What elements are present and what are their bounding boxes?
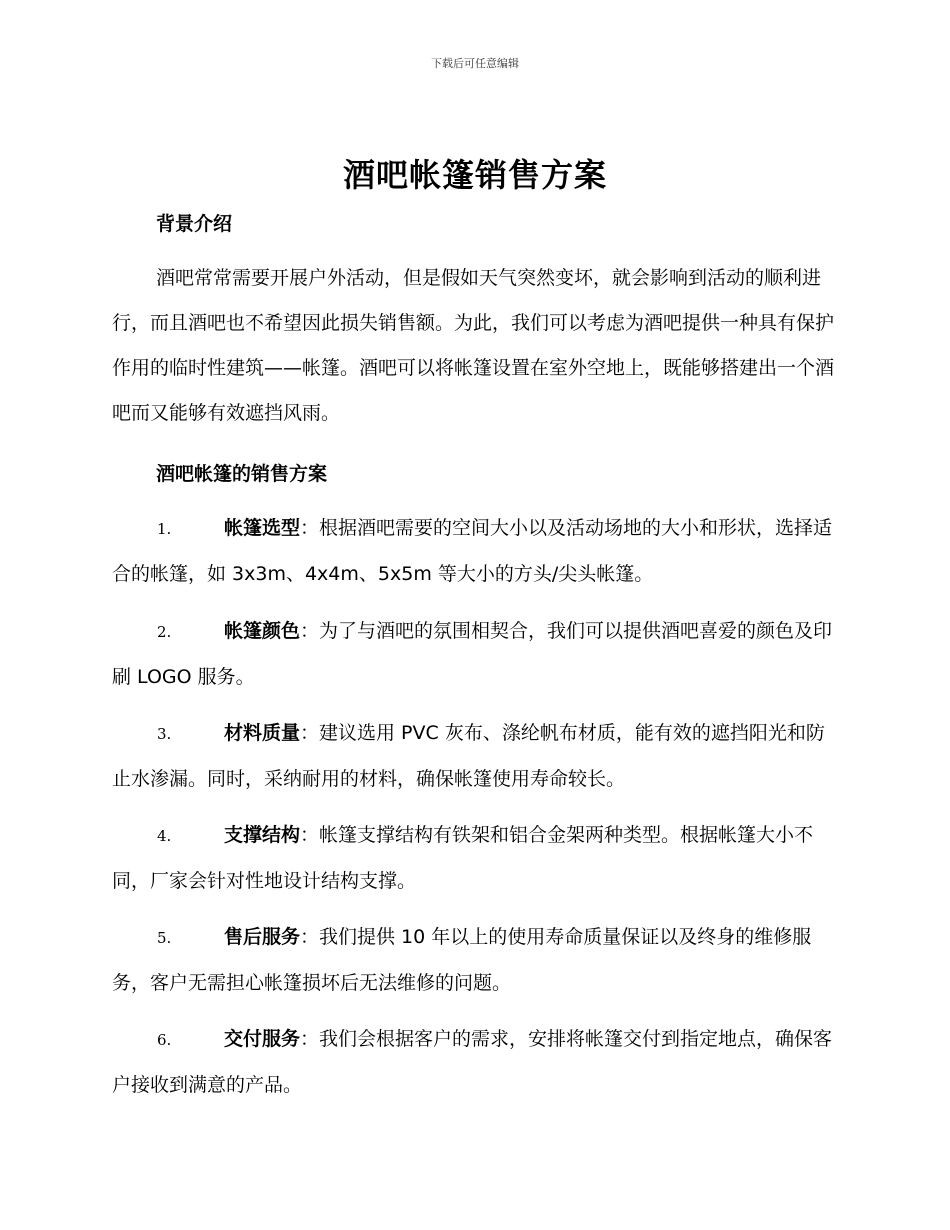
list-item-term: 交付服务 (224, 1028, 301, 1050)
list-item-number: 5. (157, 929, 172, 947)
list-item-number: 6. (157, 1031, 172, 1049)
list-item-delivery-service (112, 1017, 834, 1108)
list-item-tent-color (112, 609, 834, 700)
page-header-note: 下载后可任意编辑 (431, 57, 519, 70)
list-item-material-quality (112, 711, 834, 802)
list-item-text: ：帐篷支撑结构有铁架和铝合金架两种类型。根据帐篷大小不同，厂家会针对性地设计结构支撑。 (112, 824, 814, 892)
document-title: 酒吧帐篷销售方案 (342, 156, 607, 194)
list-item-text: ：根据酒吧需要的空间大小以及活动场地的大小和形状，选择适合的帐篷，如 3x3m、4x4m、5x5m 等大小的方头/尖头帐篷。 (112, 517, 833, 585)
list-item-text: ：为了与酒吧的氛围相契合，我们可以提供酒吧喜爱的颜色及印刷 LOGO 服务。 (112, 620, 833, 688)
list-item-term: 售后服务 (224, 926, 301, 948)
list-item-number: 3. (157, 725, 172, 743)
list-item-tent-selection (112, 506, 834, 597)
list-item-support-structure (112, 813, 834, 904)
list-item-number: 2. (157, 623, 172, 641)
list-item-number: 4. (157, 827, 172, 845)
list-item-number: 1. (157, 520, 172, 538)
list-item-text: ：我们提供 10 年以上的使用寿命质量保证以及终身的维修服务，客户无需担心帐篷损坏后无法维修的问题。 (112, 926, 812, 994)
list-item-term: 帐篷颜色 (224, 620, 301, 642)
list-item-text: ：我们会根据客户的需求，安排将帐篷交付到指定地点，确保客户接收到满意的产品。 (112, 1028, 833, 1096)
section-heading-background: 背景介绍 (156, 213, 233, 235)
section-heading-sales-plan: 酒吧帐篷的销售方案 (156, 463, 328, 485)
list-item-text: ：建议选用 PVC 灰布、涤纶帆布材质，能有效的遮挡阳光和防止水渗漏。同时，采纳耐用的材料，确保帐篷使用寿命较长。 (112, 722, 825, 790)
list-item-term: 支撑结构 (224, 824, 301, 846)
background-paragraph: 酒吧常常需要开展户外活动，但是假如天气突然变坏，就会影响到活动的顺利进行，而且酒吧也不希望因此损失销售额。为此，我们可以考虑为酒吧提供一种具有保护作用的临时性建筑——帐篷。酒吧可以将帐篷设置在室外空地上，既能够搭建出一个酒吧而又能够有效遮挡风雨。 (112, 267, 835, 424)
list-item-after-sales (112, 915, 834, 1006)
list-item-term: 材料质量 (224, 722, 301, 744)
list-item-term: 帐篷选型 (224, 517, 301, 539)
